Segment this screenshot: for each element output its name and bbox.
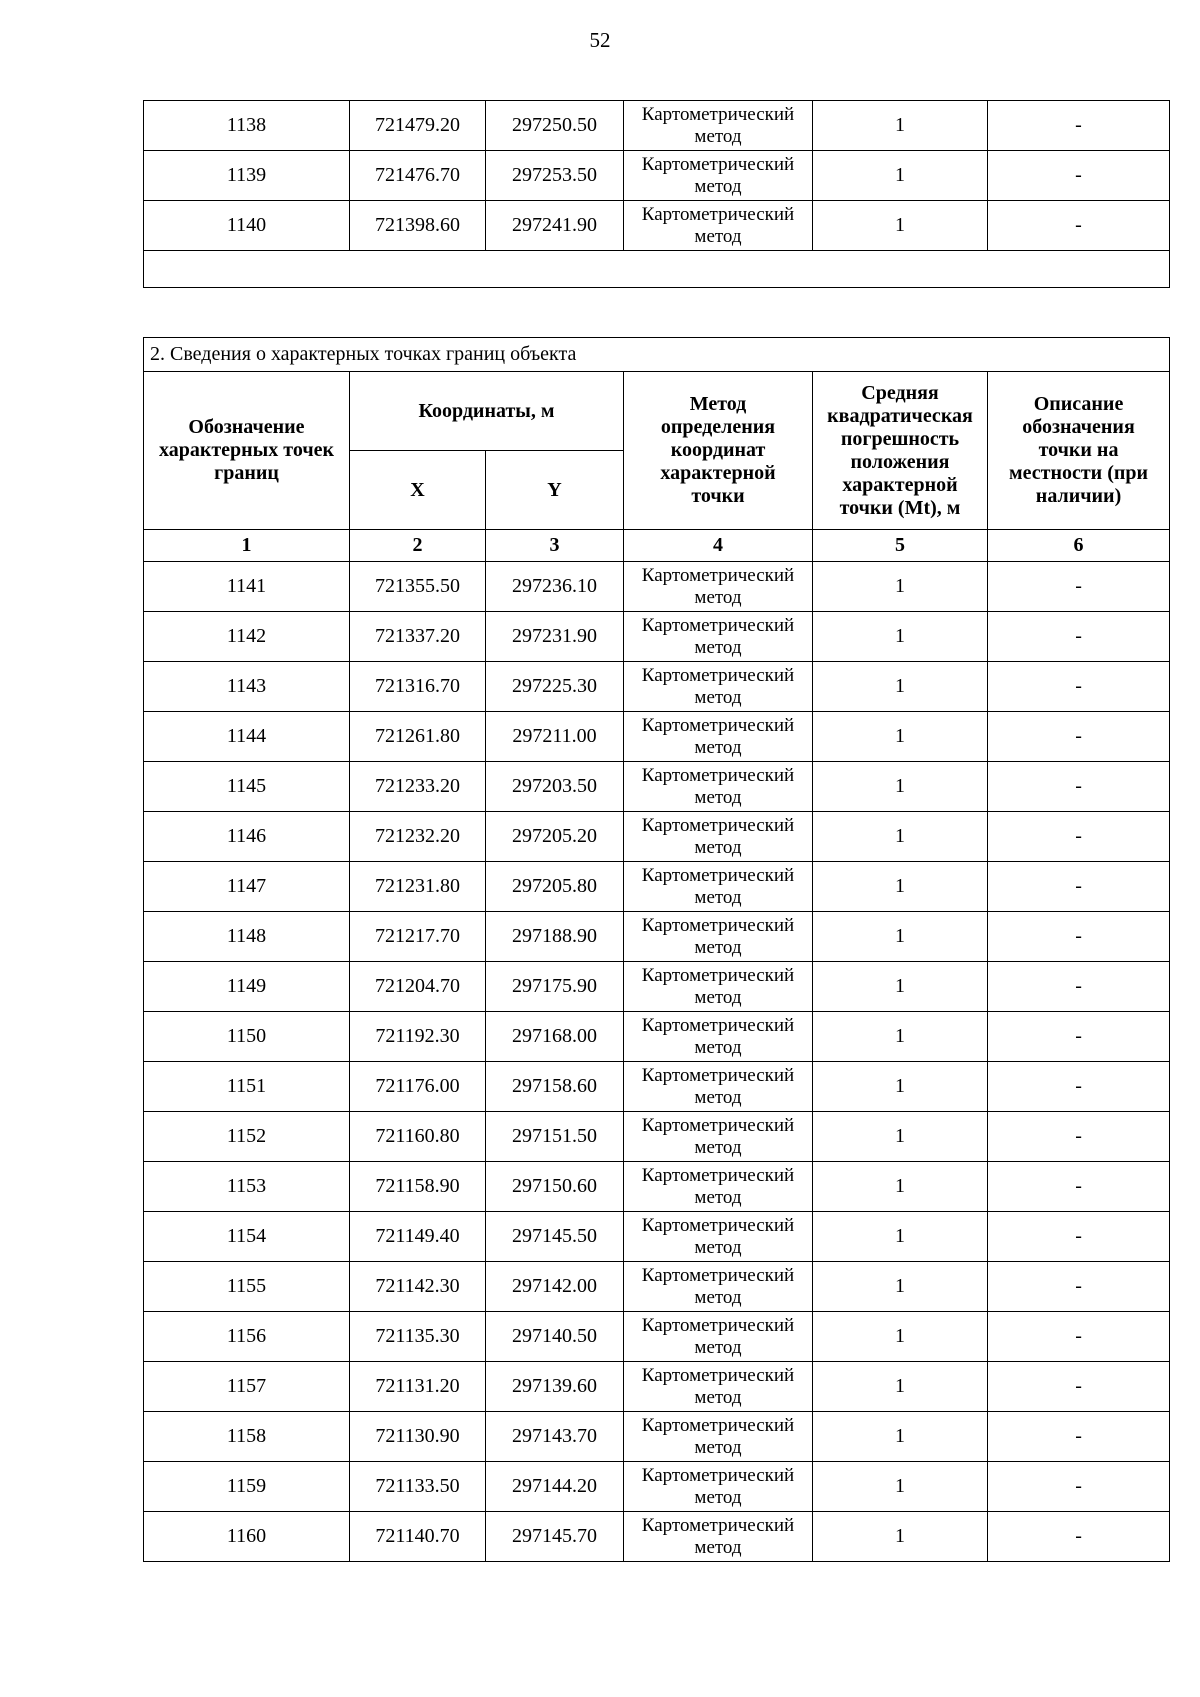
table-row	[144, 662, 1170, 712]
error-cell: 1	[813, 662, 988, 712]
header-designation-line: характерных точек	[158, 439, 335, 461]
point-id-cell: 1158	[144, 1412, 350, 1462]
table-row	[144, 1312, 1170, 1362]
point-id-cell: 1141	[144, 562, 350, 612]
method-line: Картометрический	[641, 614, 795, 636]
header-error	[813, 372, 988, 530]
method-line: метод	[694, 886, 742, 908]
method-line: Картометрический	[641, 1164, 795, 1186]
method-cell	[624, 1412, 813, 1462]
point-id-cell: 1144	[144, 712, 350, 762]
method-line: Картометрический	[641, 1064, 795, 1086]
description-cell: -	[988, 1262, 1170, 1312]
header-method-line: координат	[670, 439, 766, 461]
method-line: метод	[694, 1086, 742, 1108]
header-error-line: погрешность	[840, 427, 960, 450]
point-id-cell: 1149	[144, 962, 350, 1012]
point-id-cell: 1157	[144, 1362, 350, 1412]
point-id-cell: 1143	[144, 662, 350, 712]
description-cell: -	[988, 812, 1170, 862]
x-coordinate-cell: 721160.80	[350, 1112, 486, 1162]
y-coordinate-cell: 297142.00	[486, 1262, 624, 1312]
error-cell: 1	[813, 1212, 988, 1262]
x-coordinate-cell: 721337.20	[350, 612, 486, 662]
method-cell	[624, 812, 813, 862]
method-cell	[624, 862, 813, 912]
section-title: 2. Сведения о характерных точках границ объекта	[144, 338, 1170, 372]
x-coordinate-cell: 721261.80	[350, 712, 486, 762]
header-method-line: Метод	[689, 393, 747, 415]
method-line: метод	[694, 175, 742, 197]
method-line: Картометрический	[641, 1214, 795, 1236]
method-cell	[624, 962, 813, 1012]
description-cell: -	[988, 562, 1170, 612]
error-cell: 1	[813, 1462, 988, 1512]
point-id-cell: 1139	[144, 151, 350, 201]
header-designation-line: Обозначение	[188, 416, 305, 438]
table-row	[144, 201, 1170, 251]
description-cell: -	[988, 662, 1170, 712]
header-method-line: точки	[691, 485, 745, 507]
method-line: метод	[694, 1136, 742, 1158]
point-id-cell: 1153	[144, 1162, 350, 1212]
point-id-cell: 1152	[144, 1112, 350, 1162]
column-number: 6	[988, 530, 1170, 562]
y-coordinate-cell: 297188.90	[486, 912, 624, 962]
x-coordinate-cell: 721316.70	[350, 662, 486, 712]
table-row	[144, 1012, 1170, 1062]
table-row	[144, 1162, 1170, 1212]
method-cell	[624, 562, 813, 612]
header-error-line: квадратическая	[827, 404, 973, 427]
y-coordinate-cell: 297145.70	[486, 1512, 624, 1562]
method-line: метод	[694, 225, 742, 247]
error-cell: 1	[813, 812, 988, 862]
description-cell: -	[988, 1412, 1170, 1462]
y-coordinate-cell: 297175.90	[486, 962, 624, 1012]
table-row	[144, 1362, 1170, 1412]
error-cell: 1	[813, 962, 988, 1012]
error-cell: 1	[813, 201, 988, 251]
error-cell: 1	[813, 1162, 988, 1212]
error-cell: 1	[813, 862, 988, 912]
error-cell: 1	[813, 101, 988, 151]
y-coordinate-cell: 297205.20	[486, 812, 624, 862]
x-coordinate-cell: 721192.30	[350, 1012, 486, 1062]
table-row	[144, 1062, 1170, 1112]
error-cell: 1	[813, 1362, 988, 1412]
method-cell	[624, 612, 813, 662]
x-coordinate-cell: 721149.40	[350, 1212, 486, 1262]
column-number: 5	[813, 530, 988, 562]
point-id-cell: 1142	[144, 612, 350, 662]
method-line: метод	[694, 1386, 742, 1408]
description-cell: -	[988, 1212, 1170, 1262]
x-coordinate-cell: 721204.70	[350, 962, 486, 1012]
x-coordinate-cell: 721355.50	[350, 562, 486, 612]
x-coordinate-cell: 721158.90	[350, 1162, 486, 1212]
method-cell	[624, 662, 813, 712]
y-coordinate-cell: 297231.90	[486, 612, 624, 662]
y-coordinate-cell: 297205.80	[486, 862, 624, 912]
table-row	[144, 762, 1170, 812]
point-id-cell: 1156	[144, 1312, 350, 1362]
y-coordinate-cell: 297150.60	[486, 1162, 624, 1212]
y-coordinate-cell: 297151.50	[486, 1112, 624, 1162]
description-cell: -	[988, 201, 1170, 251]
method-cell	[624, 1112, 813, 1162]
method-line: Картометрический	[641, 1514, 795, 1536]
x-coordinate-cell: 721231.80	[350, 862, 486, 912]
header-coordinates: Координаты, м	[350, 372, 624, 451]
description-cell: -	[988, 1512, 1170, 1562]
description-cell: -	[988, 612, 1170, 662]
method-line: метод	[694, 1486, 742, 1508]
table-row	[144, 1212, 1170, 1262]
method-cell	[624, 1362, 813, 1412]
method-line: метод	[694, 1536, 742, 1558]
y-coordinate-cell: 297144.20	[486, 1462, 624, 1512]
point-id-cell: 1151	[144, 1062, 350, 1112]
y-coordinate-cell: 297158.60	[486, 1062, 624, 1112]
description-cell: -	[988, 1162, 1170, 1212]
error-cell: 1	[813, 1512, 988, 1562]
header-error-line: положения	[850, 450, 950, 473]
method-line: Картометрический	[641, 814, 795, 836]
header-description-line: местности (при	[1009, 462, 1149, 484]
point-id-cell: 1148	[144, 912, 350, 962]
description-cell: -	[988, 151, 1170, 201]
point-id-cell: 1147	[144, 862, 350, 912]
method-line: Картометрический	[641, 864, 795, 886]
table-row	[144, 912, 1170, 962]
characteristic-points-table	[143, 337, 1170, 1562]
description-cell: -	[988, 1062, 1170, 1112]
x-coordinate-cell: 721398.60	[350, 201, 486, 251]
description-cell: -	[988, 1112, 1170, 1162]
header-description-line: наличии)	[1035, 485, 1122, 507]
method-cell	[624, 1012, 813, 1062]
point-id-cell: 1155	[144, 1262, 350, 1312]
method-cell	[624, 101, 813, 151]
method-line: метод	[694, 1436, 742, 1458]
description-cell: -	[988, 101, 1170, 151]
table-row	[144, 151, 1170, 201]
method-cell	[624, 1162, 813, 1212]
method-line: Картометрический	[641, 664, 795, 686]
method-line: метод	[694, 1236, 742, 1258]
point-id-cell: 1140	[144, 201, 350, 251]
method-line: метод	[694, 1036, 742, 1058]
method-line: метод	[694, 1186, 742, 1208]
method-line: метод	[694, 936, 742, 958]
error-cell: 1	[813, 1312, 988, 1362]
point-id-cell: 1159	[144, 1462, 350, 1512]
table-row	[144, 1262, 1170, 1312]
y-coordinate-cell: 297139.60	[486, 1362, 624, 1412]
top-table-body	[144, 101, 1170, 288]
method-cell	[624, 151, 813, 201]
header-method-line: характерной	[660, 462, 776, 484]
header-x: X	[350, 451, 486, 530]
method-line: Картометрический	[641, 1414, 795, 1436]
method-line: метод	[694, 686, 742, 708]
x-coordinate-cell: 721133.50	[350, 1462, 486, 1512]
y-coordinate-cell: 297241.90	[486, 201, 624, 251]
method-line: метод	[694, 736, 742, 758]
y-coordinate-cell: 297143.70	[486, 1412, 624, 1462]
header-error-line: Средняя	[861, 381, 939, 404]
x-coordinate-cell: 721217.70	[350, 912, 486, 962]
header-description-line: обозначения	[1022, 416, 1135, 438]
error-cell: 1	[813, 1062, 988, 1112]
description-cell: -	[988, 762, 1170, 812]
x-coordinate-cell: 721232.20	[350, 812, 486, 862]
x-coordinate-cell: 721130.90	[350, 1412, 486, 1462]
method-line: метод	[694, 986, 742, 1008]
method-cell	[624, 712, 813, 762]
header-method	[624, 372, 813, 530]
method-cell	[624, 1512, 813, 1562]
x-coordinate-cell: 721479.20	[350, 101, 486, 151]
x-coordinate-cell: 721476.70	[350, 151, 486, 201]
method-line: метод	[694, 586, 742, 608]
column-number: 2	[350, 530, 486, 562]
column-number: 3	[486, 530, 624, 562]
x-coordinate-cell: 721140.70	[350, 1512, 486, 1562]
top-coordinates-table	[143, 100, 1170, 288]
y-coordinate-cell: 297168.00	[486, 1012, 624, 1062]
table-row	[144, 1412, 1170, 1462]
y-coordinate-cell: 297203.50	[486, 762, 624, 812]
table-row	[144, 712, 1170, 762]
method-cell	[624, 1312, 813, 1362]
description-cell: -	[988, 962, 1170, 1012]
method-cell	[624, 1262, 813, 1312]
method-line: Картометрический	[641, 564, 795, 586]
table-row	[144, 101, 1170, 151]
y-coordinate-cell: 297225.30	[486, 662, 624, 712]
x-coordinate-cell: 721233.20	[350, 762, 486, 812]
error-cell: 1	[813, 712, 988, 762]
method-line: Картометрический	[641, 1464, 795, 1486]
method-line: Картометрический	[641, 1314, 795, 1336]
header-error-line: характерной	[842, 473, 958, 496]
table-row	[144, 812, 1170, 862]
header-designation-line: границ	[214, 462, 279, 484]
method-line: метод	[694, 1286, 742, 1308]
table-row	[144, 1112, 1170, 1162]
description-cell: -	[988, 862, 1170, 912]
y-coordinate-cell: 297250.50	[486, 101, 624, 151]
method-line: Картометрический	[641, 153, 795, 175]
y-coordinate-cell: 297253.50	[486, 151, 624, 201]
description-cell: -	[988, 1012, 1170, 1062]
method-line: Картометрический	[641, 1114, 795, 1136]
method-cell	[624, 1212, 813, 1262]
method-line: метод	[694, 1336, 742, 1358]
x-coordinate-cell: 721135.30	[350, 1312, 486, 1362]
x-coordinate-cell: 721131.20	[350, 1362, 486, 1412]
error-cell: 1	[813, 1112, 988, 1162]
description-cell: -	[988, 712, 1170, 762]
method-cell	[624, 201, 813, 251]
method-cell	[624, 912, 813, 962]
y-coordinate-cell: 297140.50	[486, 1312, 624, 1362]
method-line: метод	[694, 125, 742, 147]
error-cell: 1	[813, 1012, 988, 1062]
x-coordinate-cell: 721176.00	[350, 1062, 486, 1112]
table-row	[144, 1462, 1170, 1512]
y-coordinate-cell: 297236.10	[486, 562, 624, 612]
header-y: Y	[486, 451, 624, 530]
point-id-cell: 1154	[144, 1212, 350, 1262]
empty-row	[144, 251, 1170, 288]
table-row	[144, 612, 1170, 662]
point-id-cell: 1145	[144, 762, 350, 812]
method-cell	[624, 1062, 813, 1112]
method-line: Картометрический	[641, 714, 795, 736]
method-line: Картометрический	[641, 1264, 795, 1286]
page-number: 52	[589, 28, 611, 52]
point-id-cell: 1146	[144, 812, 350, 862]
table-row	[144, 962, 1170, 1012]
column-number: 1	[144, 530, 350, 562]
table-row	[144, 1512, 1170, 1562]
y-coordinate-cell: 297145.50	[486, 1212, 624, 1262]
point-id-cell: 1138	[144, 101, 350, 151]
method-line: Картометрический	[641, 103, 795, 125]
description-cell: -	[988, 1312, 1170, 1362]
error-cell: 1	[813, 912, 988, 962]
method-line: Картометрический	[641, 203, 795, 225]
x-coordinate-cell: 721142.30	[350, 1262, 486, 1312]
point-id-cell: 1150	[144, 1012, 350, 1062]
method-cell	[624, 1462, 813, 1512]
y-coordinate-cell: 297211.00	[486, 712, 624, 762]
method-line: Картометрический	[641, 964, 795, 986]
table-row	[144, 562, 1170, 612]
error-cell: 1	[813, 612, 988, 662]
header-description	[988, 372, 1170, 530]
description-cell: -	[988, 1462, 1170, 1512]
point-id-cell: 1160	[144, 1512, 350, 1562]
main-table-body	[144, 562, 1170, 1562]
method-line: метод	[694, 836, 742, 858]
method-line: метод	[694, 786, 742, 808]
description-cell: -	[988, 1362, 1170, 1412]
method-line: Картометрический	[641, 764, 795, 786]
description-cell: -	[988, 912, 1170, 962]
header-error-line: точки (Mt), м	[839, 496, 961, 519]
header-method-line: определения	[660, 416, 776, 438]
error-cell: 1	[813, 762, 988, 812]
header-designation	[144, 372, 350, 530]
method-line: Картометрический	[641, 1014, 795, 1036]
header-description-line: точки на	[1038, 439, 1119, 461]
method-line: Картометрический	[641, 914, 795, 936]
column-number: 4	[624, 530, 813, 562]
method-cell	[624, 762, 813, 812]
error-cell: 1	[813, 1412, 988, 1462]
method-line: метод	[694, 636, 742, 658]
header-description-line: Описание	[1033, 393, 1124, 415]
error-cell: 1	[813, 151, 988, 201]
empty-cell	[144, 251, 1170, 288]
error-cell: 1	[813, 562, 988, 612]
method-line: Картометрический	[641, 1364, 795, 1386]
error-cell: 1	[813, 1262, 988, 1312]
table-row	[144, 862, 1170, 912]
